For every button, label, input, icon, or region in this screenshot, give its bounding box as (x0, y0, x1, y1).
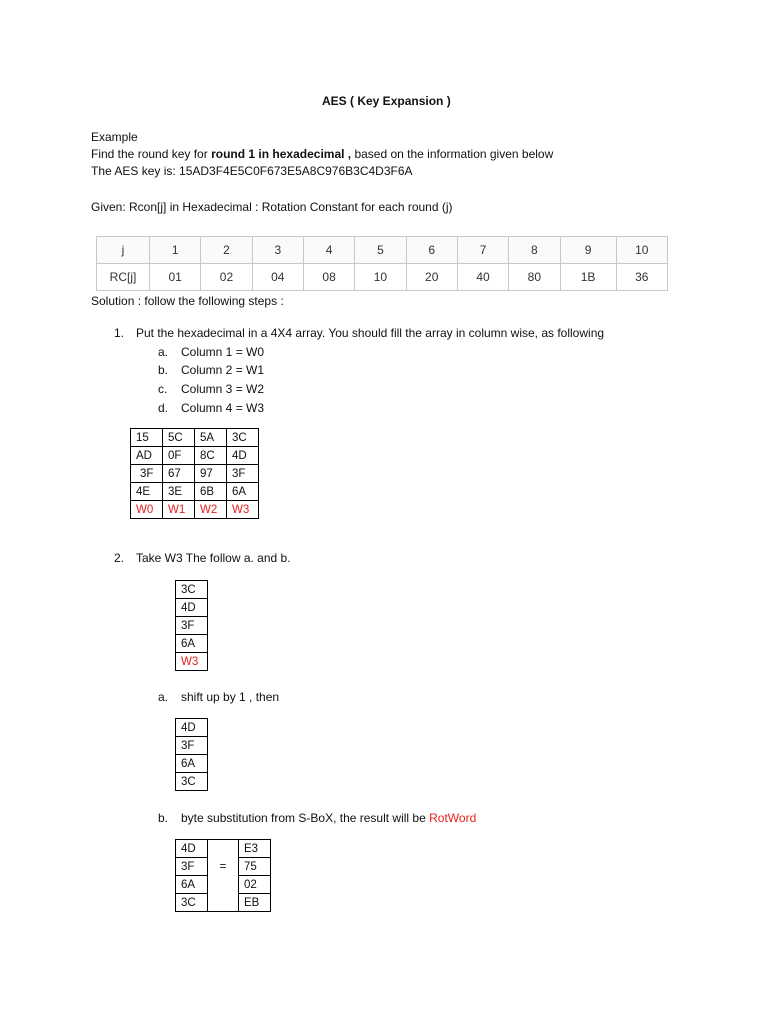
rcon-cell: 8 (509, 237, 560, 264)
rcon-cell: 10 (616, 237, 667, 264)
sbox-output-cell: E3 (239, 840, 271, 858)
w3-column (175, 580, 208, 671)
sbox-output-cell: 75 (239, 858, 271, 876)
rcon-cell: 20 (406, 264, 457, 291)
rcon-cell: 4 (303, 237, 354, 264)
sbox-input-cell: 3C (176, 894, 208, 912)
shifted-cell: 4D (176, 719, 208, 737)
step-2-number: 2. (114, 551, 125, 565)
rcon-cell: j (97, 237, 150, 264)
step-1-number: 1. (114, 326, 125, 340)
matrix-cell: 0F (163, 447, 195, 465)
step-1-sub-letter: b. (158, 363, 169, 377)
step-1-sub-text: Column 3 = W2 (181, 382, 265, 396)
sbox-substitution (175, 839, 271, 912)
matrix-footer-row (131, 501, 259, 519)
solution-line: Solution : follow the following steps : (91, 294, 284, 308)
matrix-cell: 8C (195, 447, 227, 465)
example-label: Example (91, 130, 138, 144)
intro-line-1 (91, 147, 553, 161)
step-1-text: Put the hexadecimal in a 4X4 array. You should fill the array in column wise, as following (136, 326, 605, 340)
rcon-cell: RC[j] (97, 264, 150, 291)
key-matrix (130, 428, 259, 519)
rotword-label: RotWord (429, 811, 477, 825)
matrix-cell: 5C (163, 429, 195, 447)
rcon-cell: 5 (355, 237, 406, 264)
w3-cell: 3C (176, 581, 208, 599)
word-label-w3: W3 (227, 501, 259, 519)
rcon-cell: 80 (509, 264, 560, 291)
matrix-cell: 3F (131, 465, 163, 483)
rcon-cell: 10 (355, 264, 406, 291)
rcon-cell: 1 (150, 237, 201, 264)
equals-spacer (208, 894, 239, 912)
matrix-cell: 3E (163, 483, 195, 501)
step-1-sub-text: Column 1 = W0 (181, 345, 265, 359)
shifted-cell: 3C (176, 773, 208, 791)
step-1-sub-text: Column 4 = W3 (181, 401, 265, 415)
matrix-cell: 67 (163, 465, 195, 483)
step-2a-letter: a. (158, 690, 169, 704)
step-1-sub-text: Column 2 = W1 (181, 363, 265, 377)
shifted-column (175, 718, 208, 791)
matrix-cell: 3F (227, 465, 259, 483)
matrix-cell: 6A (227, 483, 259, 501)
matrix-cell: AD (131, 447, 163, 465)
sbox-output-cell: EB (239, 894, 271, 912)
rcon-cell: 08 (303, 264, 354, 291)
matrix-row (131, 429, 259, 447)
rcon-cell: 04 (252, 264, 303, 291)
sbox-input-cell: 3F (176, 858, 208, 876)
matrix-cell: 6B (195, 483, 227, 501)
matrix-cell: 15 (131, 429, 163, 447)
shifted-cell: 3F (176, 737, 208, 755)
matrix-cell: 4E (131, 483, 163, 501)
matrix-cell: 4D (227, 447, 259, 465)
sbox-input-cell: 4D (176, 840, 208, 858)
intro-line-1-bold: round 1 in hexadecimal , (211, 147, 352, 161)
rcon-row-j (97, 237, 668, 264)
w3-cell: 6A (176, 635, 208, 653)
sbox-output-cell: 02 (239, 876, 271, 894)
rcon-cell: 01 (150, 264, 201, 291)
w3-cell: 3F (176, 617, 208, 635)
rcon-cell: 40 (457, 264, 508, 291)
step-2b-text (181, 811, 476, 825)
step-1-sub-letter: a. (158, 345, 169, 359)
equals-spacer (208, 840, 239, 858)
shifted-cell: 6A (176, 755, 208, 773)
word-label-w2: W2 (195, 501, 227, 519)
step-2b-letter: b. (158, 811, 169, 825)
page-title: AES ( Key Expansion ) (322, 94, 451, 108)
step-2a-text: shift up by 1 , then (181, 690, 280, 704)
matrix-row (131, 483, 259, 501)
rcon-cell: 7 (457, 237, 508, 264)
equals-sign: = (208, 858, 239, 876)
step-2-text: Take W3 The follow a. and b. (136, 551, 291, 565)
equals-spacer (208, 876, 239, 894)
rcon-table (96, 236, 668, 291)
given-line: Given: Rcon[j] in Hexadecimal : Rotation Constant for each round (j) (91, 200, 453, 214)
rcon-cell: 6 (406, 237, 457, 264)
step-1-sub-letter: d. (158, 401, 169, 415)
rcon-cell: 36 (616, 264, 667, 291)
rcon-cell: 1B (560, 264, 616, 291)
intro-line-1-pre: Find the round key for (91, 147, 212, 161)
aes-key-line: The AES key is: 15AD3F4E5C0F673E5A8C976B3C4D3F6A (91, 164, 413, 178)
intro-line-1-post: based on the information given below (351, 147, 554, 161)
w3-label: W3 (176, 653, 208, 671)
word-label-w0: W0 (131, 501, 163, 519)
step-1-sub-letter: c. (158, 382, 168, 396)
w3-cell: 4D (176, 599, 208, 617)
sbox-input-cell: 6A (176, 876, 208, 894)
matrix-cell: 5A (195, 429, 227, 447)
step-2b-text-main: byte substitution from S-BoX, the result will be (181, 811, 430, 825)
rcon-cell: 02 (201, 264, 252, 291)
rcon-cell: 9 (560, 237, 616, 264)
matrix-cell: 97 (195, 465, 227, 483)
matrix-row (131, 465, 259, 483)
rcon-cell: 3 (252, 237, 303, 264)
matrix-row (131, 447, 259, 465)
rcon-cell: 2 (201, 237, 252, 264)
rcon-row-rc (97, 264, 668, 291)
matrix-cell: 3C (227, 429, 259, 447)
word-label-w1: W1 (163, 501, 195, 519)
